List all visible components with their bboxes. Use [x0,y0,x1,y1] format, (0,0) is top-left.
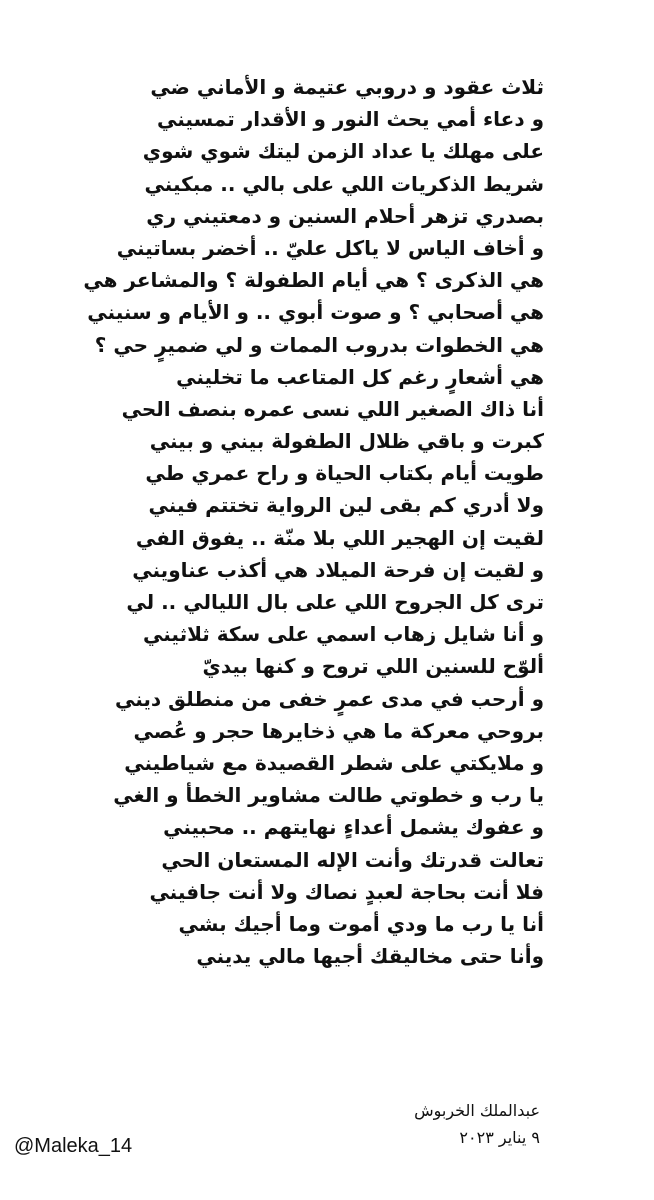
poem-line: و أخاف الياس لا ياكل عليّ .. أخضر بساتيني [116,235,544,260]
poem-line: بصدري تزهر أحلام السنين و دمعتيني ري [146,203,544,228]
poem-line: و أنا شايل زهاب اسمي على سكة ثلاثيني [143,622,544,647]
poem-line: و لقيت إن فرحة الميلاد هي أكذب عناويني [132,557,544,582]
poem-line: هي أشعارٍ رغم كل المتاعب ما تخليني [176,364,544,389]
poem-date: ٩ يناير ٢٠٢٣ [459,1128,540,1147]
poem-line: بروحي معركة ما هي ذخايرها حجر و عُصي [133,718,544,743]
poem-line: ترى كل الجروح اللي على بال الليالي .. لي [126,590,544,614]
poem-line: و عفوك يشمل أعداءٍ نهايتهم .. محبيني [163,815,544,840]
poem-line: طويت أيام بكتاب الحياة و راح عمري طي [145,461,544,486]
poem-line: تعالت قدرتك وأنت الإله المستعان الحي [161,847,544,872]
poem-line: و أرحب في مدى عمرٍ خفى من منطلق ديني [114,686,544,711]
poem-line: على مهلك يا عداد الزمن ليتك شوي شوي [142,139,544,164]
poem-line: أنا يا رب ما ودي أموت وما أجيك بشي [178,911,544,936]
poem-line: و دعاء أمي يحث النور و الأقدار تمسيني [156,107,544,132]
poem-line: يا رب و خطوتي طالت مشاوير الخطأ و الغي [113,783,544,808]
poem-line: و ملايكتي على شطر القصيدة مع شياطيني [124,750,544,775]
poem-line: هي أصحابي ؟ و صوت أبوي .. و الأيام و سنيني [87,300,544,325]
poem-line: ألوّح للسنين اللي تروح و كنها بيديّ [202,654,544,679]
poem-text [83,71,544,972]
poem-line: هي الذكرى ؟ هي أيام الطفولة ؟ والمشاعر هي [83,268,544,293]
watermark-handle: @Maleka_14 [14,1135,133,1157]
poem-line: ثلاث عقود و دروبي عتيمة و الأماني ضي [150,75,544,99]
poem-line: شريط الذكريات اللي على بالي .. مبكيني [144,171,544,196]
poem-line: هي الخطوات بدروب الممات و لي ضميرٍ حي ؟ [94,332,544,357]
poem-line: أنا ذاك الصغير اللي نسى عمره بنصف الحي [121,396,544,421]
poem-line: وأنا حتى مخاليقك أجيها مالي يديني [196,944,544,969]
poem-line: فلا أنت بحاجة لعبدٍ نصاك ولا أنت جافيني [149,879,544,904]
poem-line: لقيت إن الهجير اللي بلا منّة .. يفوق الفي [135,525,544,550]
poem-line: ولا أدري كم بقى لين الرواية تختتم فيني [148,493,544,518]
author-name: عبدالملك الخربوش [414,1101,540,1120]
poem-line: كبرت و باقي ظلال الطفولة بيني و بيني [149,429,544,454]
